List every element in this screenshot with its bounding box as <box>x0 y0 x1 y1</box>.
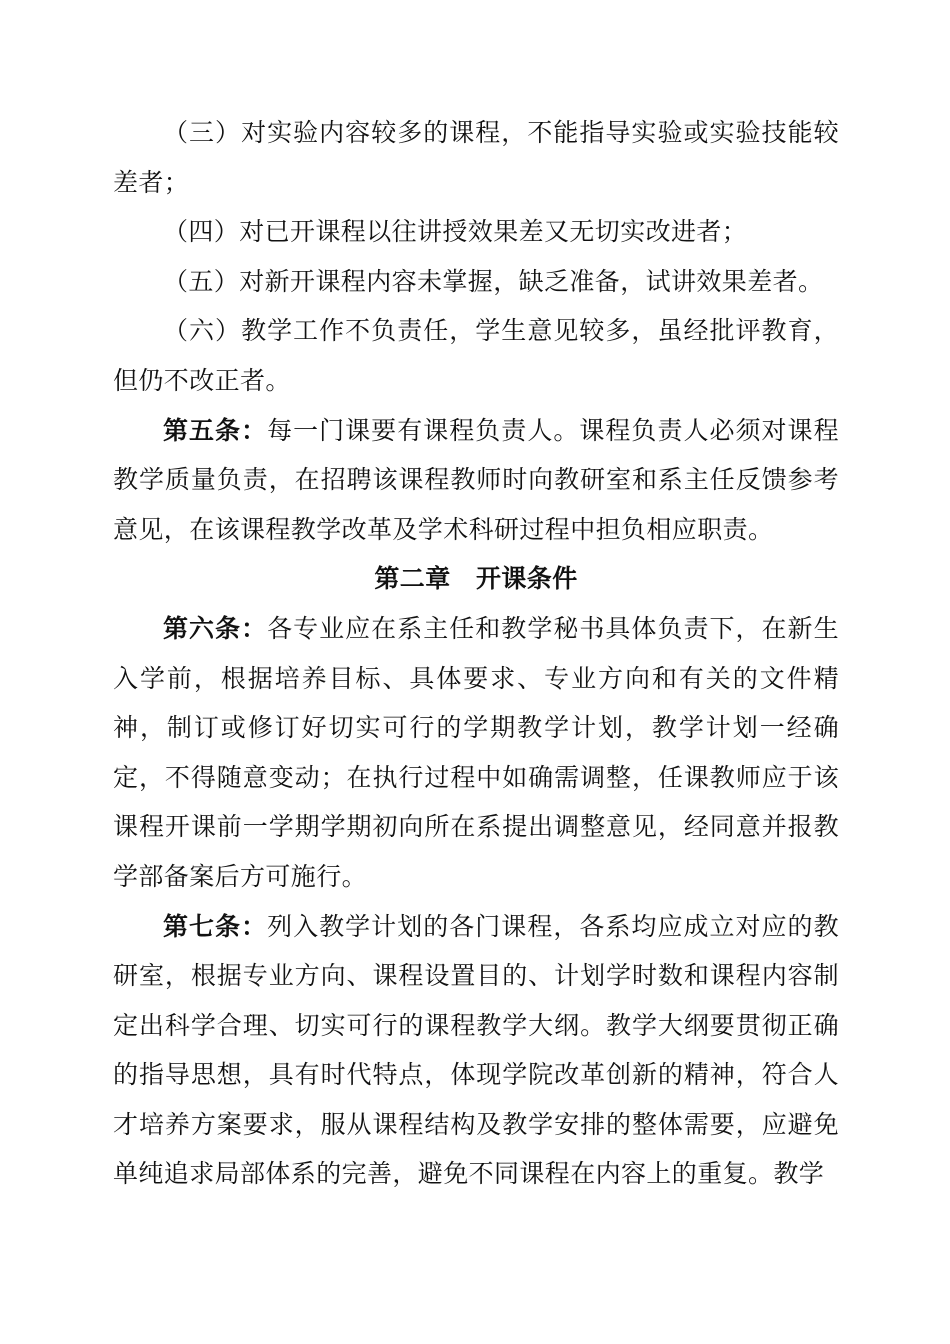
article-5 <box>113 406 839 555</box>
clause-3: （三）对实验内容较多的课程，不能指导实验或实验技能较差者； <box>113 118 839 197</box>
article-7-label: 第七条： <box>163 911 268 941</box>
article-5-label: 第五条： <box>163 415 268 445</box>
document-page <box>113 108 839 1199</box>
clause-6: （六）教学工作不负责任，学生意见较多，虽经批评教育，但仍不改正者。 <box>113 316 839 395</box>
article-5-text: 每一门课要有课程负责人。课程负责人必须对课程教学质量负责，在招聘该课程教师时向教研室和系主任反馈参考意见，在该课程教学改革及学术科研过程中担负相应职责。 <box>113 415 839 544</box>
clause-4: （四）对已开课程以往讲授效果差又无切实改进者； <box>163 217 748 247</box>
chapter-2-heading: 第二章 开课条件 <box>374 564 578 594</box>
article-6 <box>113 604 839 902</box>
article-7-text: 列入教学计划的各门课程，各系均应成立对应的教研室，根据专业方向、课程设置目的、计划学时数和课程内容制定出科学合理、切实可行的课程教学大纲。教学大纲要贯彻正确的指导思想，具有时代特点，体现学院改革创新的精神，符合人才培养方案要求，服从课程结构及教学安排的整体需要，应避免单纯追求局部体系的完善，避免不同课程在内容上的重复。教学 <box>113 911 839 1189</box>
clause-5: （五）对新开课程内容未掌握，缺乏准备，试讲效果差者。 <box>163 266 824 296</box>
article-7 <box>113 902 839 1200</box>
article-6-text: 各专业应在系主任和教学秘书具体负责下，在新生入学前，根据培养目标、具体要求、专业方向和有关的文件精神，制订或修订好切实可行的学期教学计划，教学计划一经确定，不得随意变动；在执行过程中如确需调整，任课教师应于该课程开课前一学期学期初向所在系提出调整意见，经同意并报教学部备案后方可施行。 <box>113 613 839 891</box>
article-6-label: 第六条： <box>163 613 268 643</box>
